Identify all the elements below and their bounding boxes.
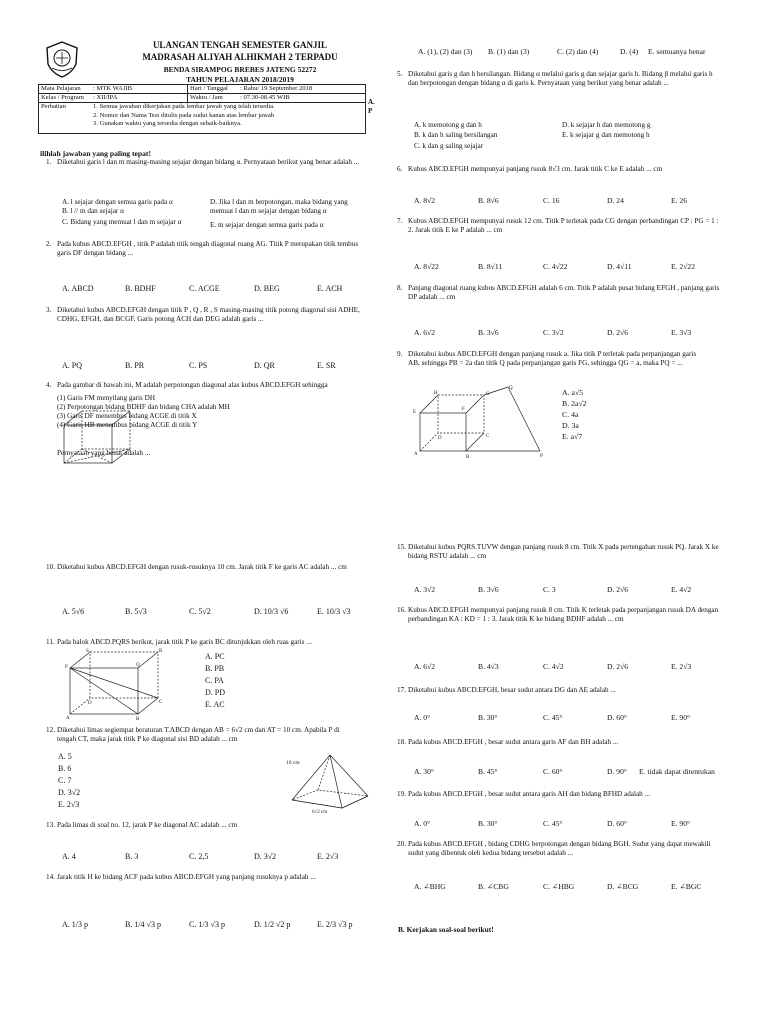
svg-text:D: D <box>88 701 92 706</box>
answer-option: E. ACH <box>317 284 343 293</box>
question-text: Pada kubus ABCD.EFGH , titik P adalah titik tengah diagonal ruang AG. Titik P merupakan titik tembus garis DF dengan bidang ... <box>57 240 359 257</box>
answer-option: C. 2,5 <box>189 852 209 861</box>
waktu-value: : 07.30-08.45 WIB <box>238 94 366 103</box>
question-number: 14. <box>46 873 55 881</box>
statement-item: (4) Garis HB menembus bidang ACGE di titik Y <box>57 421 198 429</box>
essay-heading: B. Kerjakan soal-soal berikut! <box>398 925 494 934</box>
svg-text:F: F <box>462 407 465 412</box>
answer-option: A. 5√6 <box>62 607 85 616</box>
answer-option: C. 3 <box>543 585 556 594</box>
question-text: Jarak titik H ke bidang ACF pada kubus ABCD.EFGH yang panjang rusuknya p adalah ... <box>57 873 316 881</box>
answer-option: E. ∠BGC <box>671 882 702 891</box>
svg-text:B: B <box>466 455 470 460</box>
answer-option: A. 1/3 p <box>62 920 88 929</box>
statement-item: (1) Garis FM menyilang garis DH <box>57 394 156 402</box>
school-logo-icon <box>44 40 80 78</box>
instruction: ilihlah jawaban yang paling tepat! <box>40 149 151 158</box>
answer-option: B. 45° <box>478 767 498 776</box>
question-text: Diketahui garis g dan h bersilangan. Bidang α melalui garis g dan sejajar garis h. Bidang β melalui garis h dan berpotongan dengan bidang α di garis k. Pernyataan yang berikut yang benar adalah ... <box>408 70 713 87</box>
answer-option: D. 4√11 <box>607 262 632 271</box>
hari-label: Hari / Tanggal <box>188 85 239 94</box>
answer-option: B. 30° <box>478 819 498 828</box>
answer-option: D. 3a <box>562 421 579 430</box>
answer-option: B. 1/4 √3 p <box>125 920 161 929</box>
q9-cube-figure <box>408 385 548 460</box>
answer-option: C. PS <box>189 361 208 370</box>
question-text: Diketahui limas segiempat beraturan T.ABCD dengan AB = 6√2 cm dan AT = 10 cm. Apabila P di tengah CT, maka jarak titik P ke diagonal sisi BD adalah ... cm <box>57 726 340 743</box>
svg-text:G: G <box>486 392 490 397</box>
answer-option: B. 8√6 <box>478 196 499 205</box>
side-mark: A. P <box>368 98 375 115</box>
answer-option: E. 26 <box>671 196 688 205</box>
question-number: 3. <box>46 306 52 314</box>
answer-option: E. 90° <box>671 713 691 722</box>
question-number: 5. <box>397 70 403 78</box>
answer-option: A. 4 <box>62 852 76 861</box>
answer-option: D. 1/2 √2 p <box>254 920 291 929</box>
answer-option: E. 2√3 <box>317 852 339 861</box>
answer-option: E. 2√3 <box>58 800 80 809</box>
question-text: Diketahui kubus ABCD.EFGH, besar sudut antara DG dan AE adalah ... <box>408 686 616 694</box>
q12-pyramid-figure <box>282 752 378 814</box>
question-number: 11. <box>46 638 55 646</box>
answer-option: D. 2√6 <box>607 328 629 337</box>
statement-item: (3) Garis DF menembus bidang ACGE di titik X <box>57 412 197 420</box>
pyramid-base-label: 6√2 cm <box>312 810 328 814</box>
answer-option: C. 4√2 <box>543 662 564 671</box>
question-number: 19. <box>397 790 406 798</box>
answer-option: D. (4) <box>620 47 639 56</box>
perhatian-3: 3. Gunakan waktu yang tersedia dengan sebaik-baiknya. <box>93 119 242 127</box>
question-number: 13. <box>46 821 55 829</box>
perhatian-2: 2. Nomor dan Nama Test ditulis pada sudut kanan atas lembar jawab <box>93 111 275 119</box>
svg-text:A: A <box>414 452 418 457</box>
svg-text:D: D <box>438 436 442 441</box>
question-text: Pada gambar di bawah ini, M adalah perpotongan diagonal alas kubus ABCD.EFGH sehingga <box>57 381 328 389</box>
answer-option: A. PQ <box>62 361 83 370</box>
answer-option: D. k sejajar h dan memotong g <box>562 121 651 129</box>
answer-option: D. PD <box>205 688 226 697</box>
svg-text:A: A <box>66 716 70 720</box>
question-number: 2. <box>46 240 52 248</box>
svg-text:B: B <box>136 717 140 720</box>
svg-text:C: C <box>159 700 163 705</box>
answer-option: C. k dan g saling sejajar <box>414 142 484 150</box>
answer-option: A. (1), (2) dan (3) <box>418 47 473 56</box>
answer-option: B. 3√6 <box>478 328 499 337</box>
answer-option: D. 10/3 √6 <box>254 607 289 616</box>
mapel-value: : MTK WAJIB <box>91 85 188 94</box>
perhatian-label: Perhatian <box>39 103 92 134</box>
question-text: Pada balok ABCD.PQRS berikut, jarak titik P ke garis BC ditunjukkan oleh ruas garis ... <box>57 638 312 646</box>
answer-option: B. PR <box>125 361 145 370</box>
question-number: 16. <box>397 606 406 614</box>
answer-option: D. Jika l dan m berpotongan, maka bidang yang memuat l dan m sejajar dengan bidang α <box>210 198 348 215</box>
answer-option: C. 16 <box>543 196 560 205</box>
answer-option: E. a√7 <box>562 432 583 441</box>
q4-cube-figure <box>60 405 140 467</box>
svg-text:Q: Q <box>509 386 513 391</box>
answer-option: C. ∠HBG <box>543 882 575 891</box>
answer-option: D. 2√6 <box>607 662 629 671</box>
answer-option: A. ∠BHG <box>414 882 446 891</box>
answer-option: B. k dan h saling bersilangan <box>414 131 498 139</box>
answer-option: A. PC <box>205 652 225 661</box>
question-text: Diketahui kubus ABCD.EFGH dengan rusuk-rusuknya 10 cm. Jarak titik F ke garis AC adalah ... cm <box>57 563 347 571</box>
answer-option: A. 6√2 <box>414 662 436 671</box>
answer-option: B. 3√6 <box>478 585 499 594</box>
answer-option: D. 60° <box>607 819 627 828</box>
svg-text:E: E <box>413 410 417 415</box>
answer-option: B. 3 <box>125 852 139 861</box>
question-number: 20. <box>397 840 406 848</box>
answer-option: E. tidak dapat ditentukan <box>639 767 715 776</box>
question-number: 7. <box>397 217 403 225</box>
question-text: Diketahui kubus ABCD.EFGH dengan titik P , Q , R , S masing-masing titik potong diagonal sisi ADHE, CDHG, EFGH, dan BCGF. Garis potong ACH dan DEG adalah garis ... <box>57 306 360 323</box>
question-number: 1. <box>46 158 52 166</box>
kelas-value: : XII/IPA <box>91 94 188 103</box>
answer-option: D. ∠BCG <box>607 882 639 891</box>
question-tail: Pernyataan yang benar adalah ... <box>57 449 151 457</box>
question-number: 10. <box>46 563 55 571</box>
mapel-label: Mata Pelajaran <box>39 85 92 94</box>
question-text: Kubus ABCD.EFGH mempunyai panjang rusuk 8√3 cm. Jarak titik C ke E adalah ... cm <box>408 165 663 173</box>
answer-option: B. BDHF <box>125 284 156 293</box>
answer-option: C. 3√2 <box>543 328 564 337</box>
pyramid-height-label: 10 cm <box>286 760 300 766</box>
svg-text:S: S <box>86 649 89 654</box>
answer-option: C. 4√22 <box>543 262 568 271</box>
question-number: 17. <box>397 686 406 694</box>
answer-option: A. 8√22 <box>414 262 439 271</box>
question-text: Pada kubus ABCD.EFGH , bidang CDHG berpotongan dengan bidang BGH. Sudut yang dapat mewakili sudut yang dibentuk oleh kedua bidang tersebut adalah ... <box>408 840 711 857</box>
answer-option: A. 3√2 <box>414 585 436 594</box>
question-text: Kubus ABCD.EFGH mempunyai rusuk 12 cm. Titik P terletak pada CG dengan perbandingan CP : PG = 1 : 2. Jarak titik E ke P adalah ... cm <box>408 217 719 234</box>
question-number: 18. <box>397 738 406 746</box>
answer-option: E. k sejajar g dan memotong h <box>562 131 650 139</box>
svg-text:Q: Q <box>136 663 140 668</box>
answer-option: C. Bidang yang memuat l dan m sejajar α <box>62 218 182 226</box>
answer-option: B. 30° <box>478 713 498 722</box>
question-number: 6. <box>397 165 403 173</box>
question-number: 4. <box>46 381 52 389</box>
answer-option: C. 7 <box>58 776 72 785</box>
question-text: Pada limas di soal no. 12, jarak P ke diagonal AC adalah ... cm <box>57 821 238 829</box>
answer-option: B. 2a√2 <box>562 399 587 408</box>
academic-year: TAHUN PELAJARAN 2018/2019 <box>186 75 294 84</box>
answer-option: C. 4a <box>562 410 579 419</box>
answer-option: C. 60° <box>543 767 563 776</box>
answer-option: B. 6 <box>58 764 72 773</box>
exam-title: ULANGAN TENGAH SEMESTER GANJIL <box>152 40 328 50</box>
question-text: Pada kubus ABCD.EFGH , besar sudut antara garis AF dan BH adalah ... <box>408 738 619 746</box>
answer-option: B. 8√11 <box>478 262 503 271</box>
answer-option: A. 0° <box>414 819 431 828</box>
answer-option: B. l // m dan sejajar α <box>62 207 124 215</box>
answer-option: A. 8√2 <box>414 196 436 205</box>
answer-option: B. (1) dan (3) <box>488 47 530 56</box>
answer-option: B. PB <box>205 664 225 673</box>
answer-option: D. QR <box>254 361 275 370</box>
answer-option: C. 45° <box>543 713 563 722</box>
school-address: BENDA SIRAMPOG BREBES JATENG 52272 <box>163 65 317 74</box>
answer-option: E. 2√22 <box>671 262 695 271</box>
answer-option: B. 4√3 <box>478 662 499 671</box>
answer-option: E. 4√2 <box>671 585 692 594</box>
answer-option: E. 3√3 <box>671 328 692 337</box>
answer-option: E. semuanya benar <box>648 47 706 56</box>
answer-option: E. AC <box>205 700 225 709</box>
svg-text:P: P <box>65 665 68 670</box>
answer-option: A. 30° <box>414 767 434 776</box>
answer-option: D. 90° <box>607 767 627 776</box>
question-number: 12. <box>46 726 55 734</box>
answer-option: B. 5√3 <box>125 607 147 616</box>
answer-option: E. SR <box>317 361 336 370</box>
answer-option: A. ABCD <box>62 284 94 293</box>
kelas-label: Kelas / Program <box>39 94 92 103</box>
answer-option: D. 24 <box>607 196 624 205</box>
answer-option: A. a√5 <box>562 388 584 397</box>
answer-option: E. 90° <box>671 819 691 828</box>
answer-option: A. 6√2 <box>414 328 436 337</box>
answer-option: E. m sejajar dengan semua garis pada α <box>210 221 324 229</box>
answer-option: B. ∠CBG <box>478 882 509 891</box>
svg-text:P: P <box>540 454 543 459</box>
answer-option: E. 2/3 √3 p <box>317 920 353 929</box>
question-text: Diketahui kubus ABCD.EFGH dengan panjang rusuk a. Jika titik P terletak pada perpanjangan garis AB, sehingga PB = 2a dan titik Q pada perpanjangan garis FG, sehingga QG = a, maka PQ = ... <box>408 350 697 367</box>
answer-option: C. 1/3 √3 p <box>189 920 225 929</box>
svg-text:C: C <box>486 434 490 439</box>
hari-value: : Rabu/ 19 September 2018 <box>238 85 366 94</box>
answer-option: D. BEG <box>254 284 280 293</box>
question-text: Panjang diagonal ruang kubus ABCD.EFGH adalah 6 cm. Titik P adalah pusat bidang EFGH , panjang garis DP adalah ... cm <box>408 284 720 301</box>
answer-option: D. 60° <box>607 713 627 722</box>
answer-option: C. 45° <box>543 819 563 828</box>
question-number: 8. <box>397 284 403 292</box>
question-text: Diketahui garis l dan m masing-masing sejajar dengan bidang α. Pernyataan berikut yang benar adalah ... <box>57 158 360 166</box>
answer-option: C. PA <box>205 676 224 685</box>
answer-option: C. 5√2 <box>189 607 211 616</box>
question-number: 15. <box>397 543 406 551</box>
q11-balok-figure <box>62 648 172 720</box>
answer-option: E. 10/3 √3 <box>317 607 351 616</box>
svg-text:H: H <box>434 391 438 396</box>
statement-item: (2) Perpotongan bidang BDHF dan bidang CHA adalah MH <box>57 403 230 411</box>
answer-option: A. k memotong g dan h <box>414 121 482 129</box>
question-text: Kubus ABCD.EFGH mempunyai panjang rusuk 8 cm. Titik K terletak pada perpanjangan rusuk DA dengan perbandingan KA : KD = 1 : 3. Jarak titik K ke bidang BDHF adalah ... cm <box>408 606 719 623</box>
question-text: Pada kubus ABCD.EFGH , besar sudut antara garis AH dan bidang BFHD adalah ... <box>408 790 650 798</box>
answer-option: C. ACGE <box>189 284 220 293</box>
question-text: Diketahui kubus PQRS.TUVW dengan panjang rusuk 8 cm. Titik X pada pertengahan rusuk PQ. Jarak X ke bidang RSTU adalah ... cm <box>408 543 719 560</box>
answer-option: D. 3√2 <box>58 788 81 797</box>
svg-text:R: R <box>159 649 163 654</box>
answer-option: A. l sejajar dengan semua garis pada α <box>62 198 173 206</box>
perhatian-1: 1. Semua jawaban dikerjakan pada lembar jawab yang telah tersedia. <box>93 103 275 111</box>
question-number: 9. <box>397 350 403 358</box>
answer-option: A. 5 <box>58 752 72 761</box>
exam-info-table <box>38 84 366 134</box>
answer-option: D. 3√2 <box>254 852 277 861</box>
answer-option: E. 2√3 <box>671 662 692 671</box>
school-name: MADRASAH ALIYAH ALHIKMAH 2 TERPADU <box>142 52 338 62</box>
waktu-label: Waktu / Jam <box>188 94 239 103</box>
answer-option: C. (2) dan (4) <box>557 47 599 56</box>
answer-option: D. 2√6 <box>607 585 629 594</box>
answer-option: A. 0° <box>414 713 431 722</box>
